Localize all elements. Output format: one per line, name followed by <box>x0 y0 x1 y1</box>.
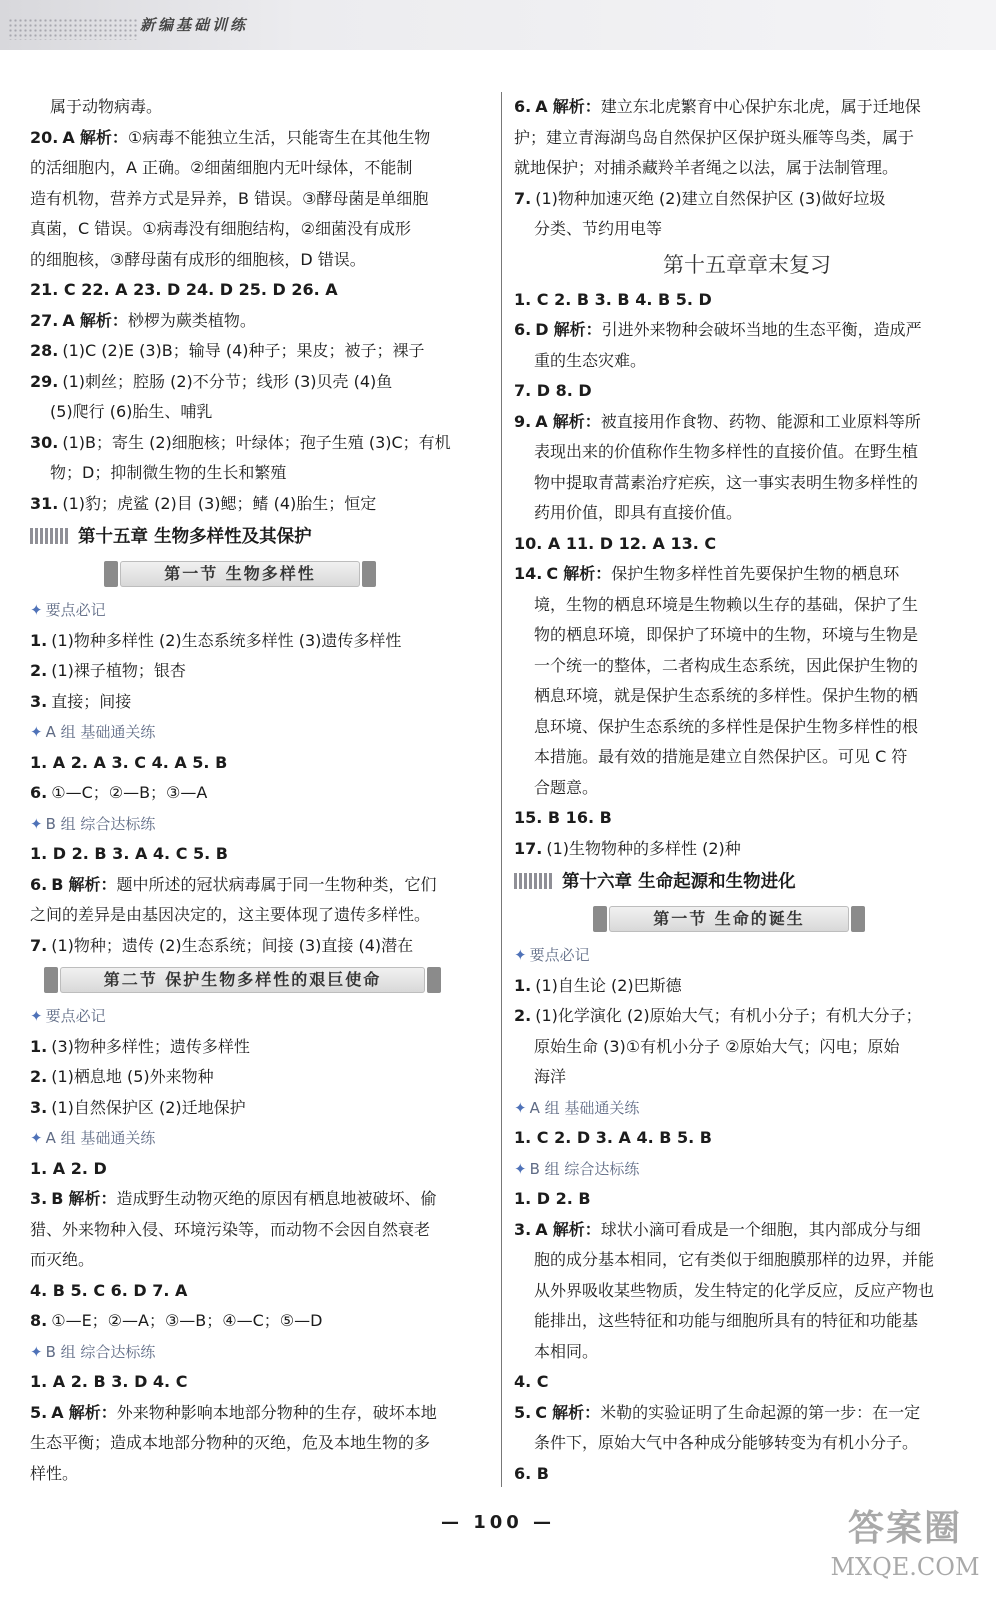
diamond-marker-icon: ✦ <box>30 723 43 741</box>
question-answer <box>514 971 980 1002</box>
line-text: 的细胞核，③酵母菌有成形的细胞核，D 错误。 <box>30 249 366 269</box>
text-line <box>514 1337 980 1368</box>
answer-text: 建立东北虎繁育中心保护东北虎，属于迁地保 <box>600 97 921 116</box>
diamond-marker-icon: ✦ <box>514 946 527 964</box>
answer-key: 15. B 16. B <box>514 808 612 827</box>
line-text: 能排出，这些特征和功能与细胞所具有的特征和功能基 <box>534 1311 919 1330</box>
analysis-label: 解析： <box>552 411 601 431</box>
question-number: 14. <box>514 564 543 583</box>
answer-key-row <box>514 803 980 834</box>
answer-choice: D <box>535 320 549 339</box>
chapter-bars-icon <box>514 873 554 889</box>
question-answer <box>514 1398 980 1429</box>
line-text: 就地保护；对捕杀藏羚羊者绳之以法，属于法制管理。 <box>514 158 899 177</box>
diamond-marker-icon: ✦ <box>30 814 43 833</box>
line-text: 从外界吸收某些物质，发生特定的化学反应，反应产物也 <box>534 1280 935 1300</box>
answer-text: (1)刺丝；腔肠 (2)不分节；线形 (3)贝壳 (4)鱼 <box>62 371 393 391</box>
answer-key: 10. A 11. D 12. A 13. C <box>514 533 717 553</box>
answer-choice: A <box>535 411 548 431</box>
question-answer <box>30 626 488 657</box>
text-line <box>514 712 980 743</box>
text-line <box>514 1062 980 1093</box>
text-line <box>514 1306 980 1337</box>
question-answer <box>514 1001 980 1032</box>
diamond-marker-icon: ✦ <box>30 601 43 619</box>
line-text: 物的栖息环境，即保护了环境中的生物，环境与生物是 <box>534 625 919 644</box>
chapter-title: 第十六章 生命起源和生物进化 <box>562 872 796 892</box>
answer-key: 6. B <box>514 1463 549 1483</box>
line-text: 生态平衡；造成本地部分物种的灭绝，危及本地生物的多 <box>30 1433 431 1452</box>
header-dot-pattern <box>8 18 138 40</box>
answer-choice: B <box>51 1189 64 1208</box>
page-header <box>0 0 996 50</box>
text-line <box>30 458 488 489</box>
line-text: 原始生命 (3)①有机小分子 ②原始大气；闪电；原始 <box>534 1036 900 1056</box>
line-text: 之间的差异是由基因决定的，这主要体现了遗传多样性。 <box>30 905 431 924</box>
answer-text: (1)栖息地 (5)外来物种 <box>51 1067 214 1086</box>
text-line <box>514 1032 980 1063</box>
right-column <box>514 92 980 1489</box>
question-number: 1. <box>30 630 48 650</box>
review-heading <box>514 245 980 285</box>
answer-text: (1)C (2)E (3)B；输导 (4)种子；果皮；被子；裸子 <box>62 341 425 360</box>
answer-key-row <box>30 1367 488 1398</box>
text-line <box>514 468 980 499</box>
analysis-label: 解析： <box>68 1189 117 1208</box>
chapter-heading <box>30 519 488 555</box>
watermark-url: MXQE.COM <box>830 1553 980 1581</box>
question-answer <box>30 367 488 398</box>
text-line <box>514 651 980 682</box>
answer-choice: A <box>535 97 548 116</box>
diamond-marker-icon: ✦ <box>30 1129 43 1147</box>
answer-text: (1)生物物种的多样性 (2)种 <box>546 838 741 858</box>
question-answer <box>30 428 488 459</box>
answer-key: 1. D 2. B 3. A 4. C 5. B <box>30 844 228 863</box>
answer-choice: C <box>546 564 559 583</box>
answer-choice: A <box>51 1402 64 1422</box>
text-line <box>514 214 980 245</box>
answer-choice: C <box>535 1402 547 1422</box>
section-title: 第一节 生物多样性 <box>120 561 360 587</box>
answer-key-row <box>514 376 980 407</box>
section-banner <box>30 961 488 1001</box>
question-number: 6. <box>30 783 48 802</box>
subsection-label <box>30 809 488 840</box>
subsection-label <box>514 1154 980 1185</box>
line-text: 合题意。 <box>534 777 599 797</box>
text-line <box>514 742 980 773</box>
line-text: 分类、节约用电等 <box>534 219 663 238</box>
analysis-label: 解析： <box>79 310 128 330</box>
subsection-label <box>30 595 488 626</box>
section-title: 第二节 保护生物多样性的艰巨使命 <box>60 967 425 993</box>
text-line <box>514 498 980 529</box>
question-number: 5. <box>514 1402 532 1422</box>
question-number: 3. <box>30 691 48 711</box>
question-number: 30. <box>30 432 59 452</box>
line-text: 护；建立青海湖鸟岛自然保护区保护斑头雁等鸟类，属于 <box>514 127 915 147</box>
subsection-title: 要点必记 <box>45 1007 106 1025</box>
answer-key-row <box>514 285 980 316</box>
watermark-logo-text: 答案圈 <box>847 1508 962 1549</box>
question-answer <box>514 559 980 590</box>
answer-key-row <box>30 839 488 870</box>
diamond-marker-icon: ✦ <box>514 1098 527 1117</box>
line-text: 样性。 <box>30 1463 79 1483</box>
answer-text: (1)物种加速灭绝 (2)建立自然保护区 (3)做好垃圾 <box>535 188 886 208</box>
question-number: 20. <box>30 127 59 147</box>
question-number: 7. <box>30 935 48 955</box>
subsection-label <box>514 1093 980 1124</box>
line-text: 息环境、保护生态系统的多样性是保护生物多样性的根 <box>534 716 919 736</box>
answer-text: ①—E；②—A；③—B；④—C；⑤—D <box>51 1311 323 1330</box>
question-answer <box>30 1184 488 1215</box>
subsection-label <box>514 940 980 971</box>
answer-key-row <box>30 275 488 306</box>
answer-text: ①病毒不能独立生活，只能寄生在其他生物 <box>127 127 431 147</box>
answer-text: (1)自生论 (2)巴斯德 <box>535 975 682 995</box>
answer-choice: A <box>535 1219 548 1239</box>
text-line <box>30 1428 488 1459</box>
answer-text: (1)B；寄生 (2)细胞核；叶绿体；孢子生殖 (3)C；有机 <box>62 432 451 452</box>
text-line <box>514 1276 980 1307</box>
analysis-label: 解析： <box>552 1402 601 1422</box>
question-number: 3. <box>30 1189 48 1208</box>
section-title: 第一节 生命的诞生 <box>609 906 849 932</box>
text-line <box>514 1428 980 1459</box>
text-line <box>30 92 488 123</box>
line-text: 本相同。 <box>534 1341 599 1361</box>
question-answer <box>30 687 488 718</box>
question-answer <box>30 1062 488 1093</box>
diamond-marker-icon: ✦ <box>30 1342 43 1361</box>
page-number: — 100 — <box>440 1512 556 1533</box>
answer-text: (1)物种；遗传 (2)生态系统；间接 (3)直接 (4)潜在 <box>51 935 414 955</box>
banner-cap-left <box>44 967 58 993</box>
question-answer <box>514 407 980 438</box>
subsection-label <box>30 1123 488 1154</box>
answer-choice: B <box>51 874 64 894</box>
answer-text: (1)自然保护区 (2)迁地保护 <box>51 1097 246 1117</box>
question-number: 6. <box>30 874 48 894</box>
question-number: 31. <box>30 493 59 513</box>
analysis-label: 解析： <box>552 97 601 116</box>
diamond-marker-icon: ✦ <box>30 1007 43 1025</box>
banner-cap-left <box>104 561 118 587</box>
question-answer <box>30 489 488 520</box>
line-text: 造有机物，营养方式是异养，B 错误。③酵母菌是单细胞 <box>30 188 429 208</box>
answer-choice: A <box>62 127 75 147</box>
line-text: 真菌，C 错误。①病毒没有细胞结构，②细菌没有成形 <box>30 219 411 238</box>
line-text: (5)爬行 (6)胎生、哺乳 <box>50 402 213 421</box>
subsection-label <box>30 1337 488 1368</box>
text-line <box>514 1245 980 1276</box>
line-text: 表现出来的价值称作生物多样性的直接价值。在野生植 <box>534 442 919 461</box>
subsection-title: 要点必记 <box>45 601 106 619</box>
line-text: 栖息环境，就是保护生态系统的多样性。保护生物的栖 <box>534 686 919 705</box>
chapter-heading <box>514 864 980 900</box>
answer-key: 1. A 2. D <box>30 1158 107 1178</box>
answer-text: (1)化学演化 (2)原始大气；有机小分子；有机大分子； <box>535 1006 922 1025</box>
answer-text: 造成野生动物灭绝的原因有栖息地被破坏、偷 <box>116 1189 437 1208</box>
text-line <box>514 681 980 712</box>
answer-text: ①—C；②—B；③—A <box>51 783 208 802</box>
line-text: 海洋 <box>534 1067 567 1086</box>
question-answer <box>30 1093 488 1124</box>
answer-text: 外来物种影响本地部分物种的生存，破坏本地 <box>116 1402 437 1422</box>
question-number: 2. <box>30 661 48 680</box>
subsection-title: 要点必记 <box>529 946 590 964</box>
subsection-title: A 组 基础通关练 <box>45 723 156 741</box>
answer-text: 直接；间接 <box>51 691 132 711</box>
banner-cap-right <box>427 967 441 993</box>
column-divider <box>501 92 502 1487</box>
answer-key-row <box>30 1276 488 1307</box>
text-line <box>514 590 980 621</box>
text-line <box>30 1215 488 1246</box>
answer-choice: A <box>62 310 75 330</box>
question-number: 5. <box>30 1402 48 1422</box>
question-number: 2. <box>30 1067 48 1086</box>
banner-cap-left <box>593 906 607 932</box>
question-number: 3. <box>30 1097 48 1117</box>
answer-text: 米勒的实验证明了生命起源的第一步：在一定 <box>600 1402 921 1422</box>
question-answer <box>514 834 980 865</box>
question-answer <box>514 184 980 215</box>
question-number: 1. <box>514 975 532 995</box>
answer-key: 1. C 2. B 3. B 4. B 5. D <box>514 289 712 309</box>
banner-cap-right <box>851 906 865 932</box>
answer-text: (1)豹；虎鲨 (2)目 (3)鳃；鳍 (4)胎生；恒定 <box>62 493 377 513</box>
answer-text: 桫椤为蕨类植物。 <box>127 310 256 330</box>
answer-text: 保护生物多样性首先要保护生物的栖息环 <box>611 564 900 583</box>
analysis-label: 解析： <box>553 320 602 339</box>
line-text: 胞的成分基本相同，它有类似于细胞膜那样的边界，并能 <box>534 1250 935 1269</box>
question-number: 6. <box>514 97 532 116</box>
answer-text: (3)物种多样性；遗传多样性 <box>51 1036 250 1056</box>
line-text: 一个统一的整体，二者构成生态系统，因此保护生物的 <box>534 655 919 675</box>
question-number: 3. <box>514 1219 532 1239</box>
answer-key: 7. D 8. D <box>514 381 592 400</box>
answer-key-row <box>30 748 488 779</box>
answer-text: 题中所述的冠状病毒属于同一生物种类，它们 <box>116 874 437 894</box>
question-answer <box>514 315 980 346</box>
subsection-title: B 组 综合达标练 <box>529 1159 640 1178</box>
chapter-title: 第十五章 生物多样性及其保护 <box>78 527 312 547</box>
answer-key: 1. C 2. D 3. A 4. B 5. B <box>514 1128 712 1147</box>
line-text: 物；D；抑制微生物的生长和繁殖 <box>50 463 287 482</box>
answer-key-row <box>514 1459 980 1490</box>
answer-key: 1. A 2. B 3. D 4. C <box>30 1372 188 1391</box>
answer-key-row <box>514 1123 980 1154</box>
analysis-label: 解析： <box>552 1219 601 1239</box>
text-line <box>30 153 488 184</box>
question-number: 28. <box>30 341 59 360</box>
question-answer <box>30 931 488 962</box>
line-text: 境，生物的栖息环境是生物赖以生存的基础，保护了生 <box>534 594 919 614</box>
line-text: 重的生态灾难。 <box>534 350 647 370</box>
question-number: 6. <box>514 320 532 339</box>
question-answer <box>30 336 488 367</box>
text-line <box>514 153 980 184</box>
line-text: 条件下，原始大气中各种成分能够转变为有机小分子。 <box>534 1433 919 1452</box>
section-banner <box>514 900 980 940</box>
analysis-label: 解析： <box>79 127 128 147</box>
text-line <box>30 1245 488 1276</box>
question-answer <box>514 1215 980 1246</box>
analysis-label: 解析： <box>68 874 117 894</box>
answer-key: 4. B 5. C 6. D 7. A <box>30 1280 188 1300</box>
subsection-title: A 组 基础通关练 <box>45 1129 156 1147</box>
analysis-label: 解析： <box>68 1402 117 1422</box>
text-line <box>514 620 980 651</box>
question-number: 17. <box>514 838 543 858</box>
diamond-marker-icon: ✦ <box>514 1159 527 1178</box>
line-text: 本措施。最有效的措施是建立自然保护区。可见 C 符 <box>534 747 908 766</box>
left-column <box>30 92 488 1489</box>
question-number: 2. <box>514 1006 532 1025</box>
answer-key: 1. A 2. A 3. C 4. A 5. B <box>30 752 228 772</box>
chapter-bars-icon <box>30 528 70 544</box>
text-line <box>30 184 488 215</box>
question-answer <box>30 123 488 154</box>
question-answer <box>30 778 488 809</box>
line-text: 药用价值，即具有直接价值。 <box>534 503 743 522</box>
answer-key: 4. C <box>514 1372 549 1391</box>
text-line <box>30 245 488 276</box>
subsection-title: A 组 基础通关练 <box>529 1098 640 1117</box>
review-title: 第十五章章末复习 <box>663 252 831 277</box>
analysis-label: 解析： <box>563 564 612 583</box>
line-text: 物中提取青蒿素治疗疟疾，这一事实表明生物多样性的 <box>534 472 919 492</box>
answer-text: 球状小滴可看成是一个细胞，其内部成分与细 <box>600 1219 921 1239</box>
answer-text: (1)物种多样性 (2)生态系统多样性 (3)遗传多样性 <box>51 630 402 650</box>
answer-key-row <box>30 1154 488 1185</box>
site-watermark <box>830 1506 980 1594</box>
book-title: 新编基础训练 <box>140 16 249 34</box>
text-line <box>30 214 488 245</box>
text-line <box>514 773 980 804</box>
line-text: 猎、外来物种入侵、环境污染等，而动物不会因自然衰老 <box>30 1219 431 1239</box>
section-banner <box>30 555 488 595</box>
line-text: 的活细胞内，A 正确。②细菌细胞内无叶绿体，不能制 <box>30 158 413 177</box>
question-answer <box>30 1398 488 1429</box>
text-line <box>30 397 488 428</box>
answer-key-row <box>514 1184 980 1215</box>
answer-key: 1. D 2. B <box>514 1189 591 1208</box>
line-text: 属于动物病毒。 <box>50 97 163 116</box>
answer-key-row <box>514 529 980 560</box>
answer-text: 被直接用作食物、药物、能源和工业原料等所 <box>600 411 921 431</box>
question-answer <box>30 1306 488 1337</box>
question-answer <box>30 870 488 901</box>
answer-key-row <box>514 1367 980 1398</box>
question-answer <box>30 306 488 337</box>
subsection-title: B 组 综合达标练 <box>45 814 156 833</box>
text-line <box>30 900 488 931</box>
answer-text: (1)裸子植物；银杏 <box>51 661 186 680</box>
text-line <box>514 346 980 377</box>
text-line <box>514 123 980 154</box>
answer-key: 21. C 22. A 23. D 24. D 25. D 26. A <box>30 280 338 299</box>
banner-cap-right <box>362 561 376 587</box>
subsection-label <box>30 717 488 748</box>
question-number: 7. <box>514 188 532 208</box>
question-answer <box>30 656 488 687</box>
answer-text: 引进外来物种会破坏当地的生态平衡，造成严 <box>601 320 922 339</box>
question-number: 1. <box>30 1036 48 1056</box>
question-answer <box>514 92 980 123</box>
question-answer <box>30 1032 488 1063</box>
question-number: 9. <box>514 411 532 431</box>
text-line <box>30 1459 488 1490</box>
line-text: 而灭绝。 <box>30 1250 95 1269</box>
text-line <box>514 437 980 468</box>
subsection-label <box>30 1001 488 1032</box>
question-number: 27. <box>30 310 59 330</box>
question-number: 8. <box>30 1311 48 1330</box>
question-number: 29. <box>30 371 59 391</box>
subsection-title: B 组 综合达标练 <box>45 1342 156 1361</box>
